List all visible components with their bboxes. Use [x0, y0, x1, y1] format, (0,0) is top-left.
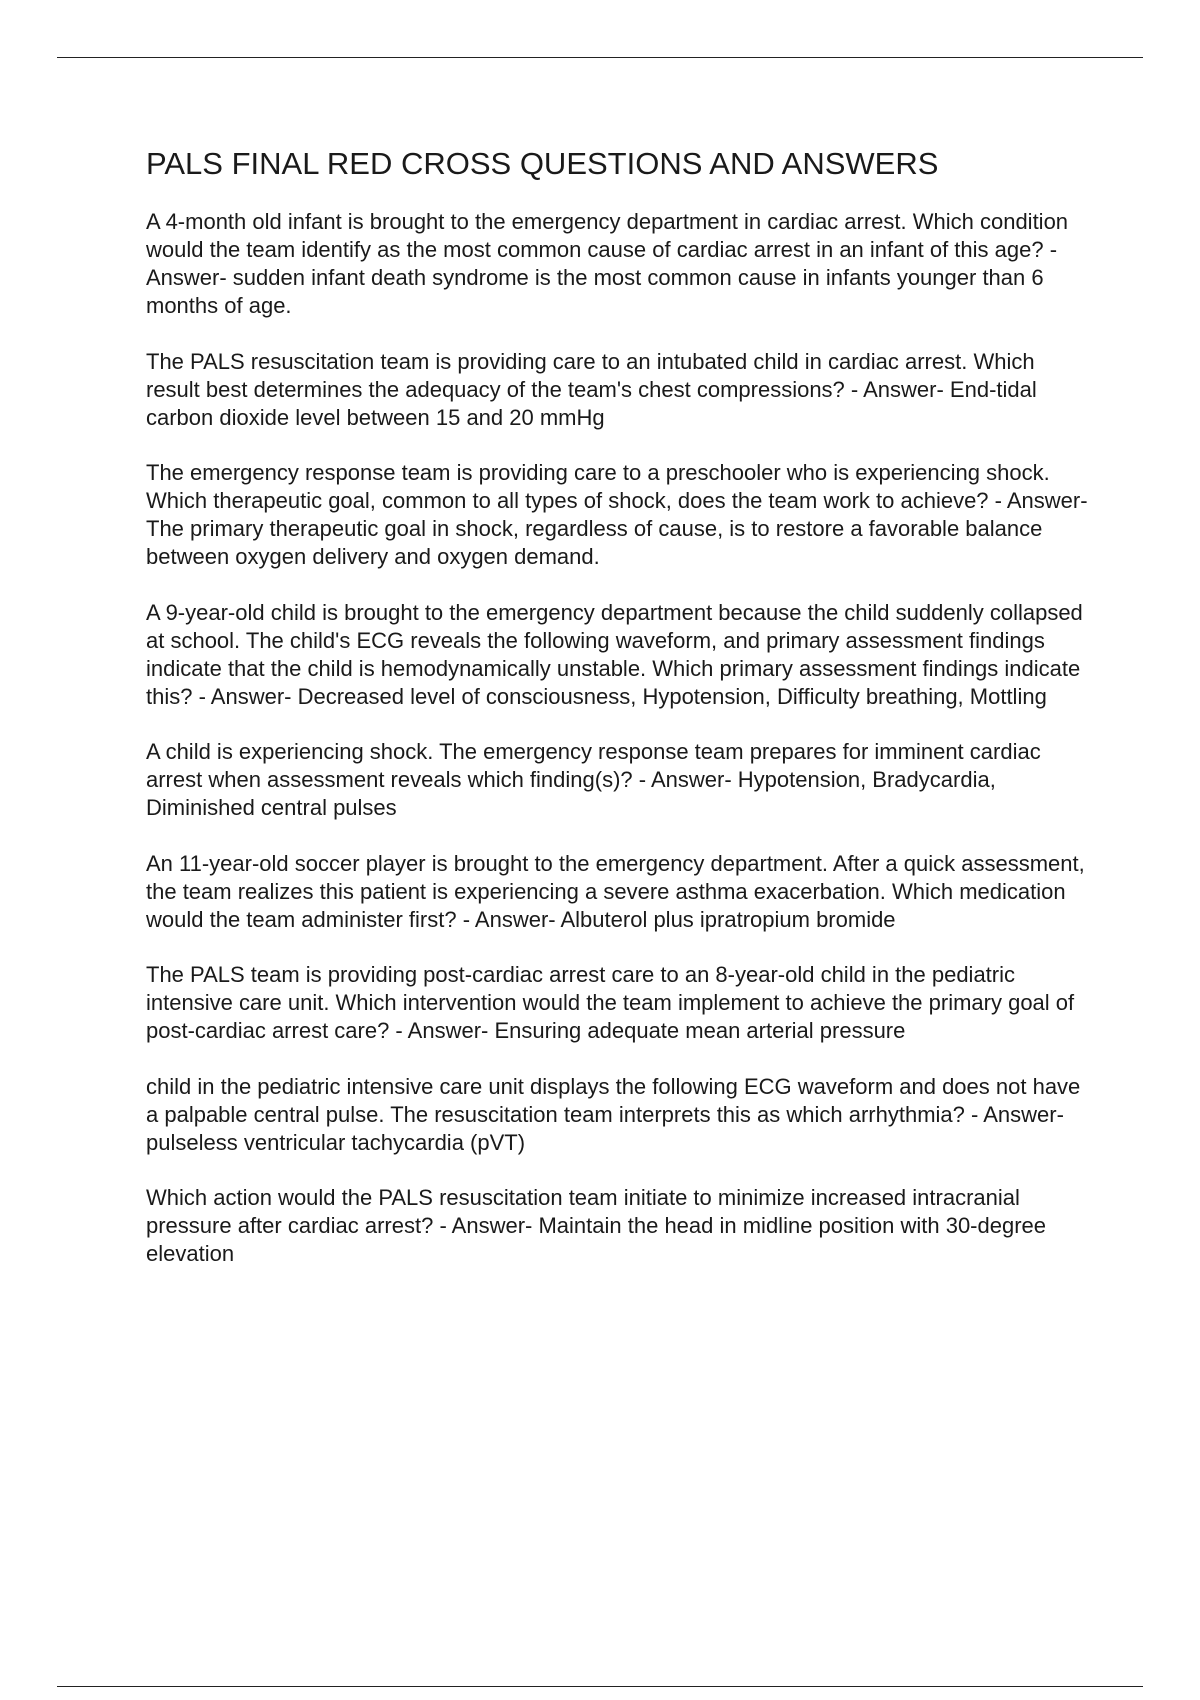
- qa-item: A 9-year-old child is brought to the emergency department because the child suddenly collapsed at school. The child's ECG reveals the following waveform, and primary assessment findings indicate that the child is hemodynamically unstable. Which primary assessment findings indicate this? - Answer- Decreased level of consciousness, Hypotension, Difficulty breathing, Mottling: [146, 599, 1083, 709]
- qa-item: The emergency response team is providing care to a preschooler who is experiencing shock. Which therapeutic goal, common to all types of shock, does the team work to achieve? - Answer- The primary therapeutic goal in shock, regardless of cause, is to restore a favorable balance between oxygen delivery and oxygen demand.: [146, 460, 1088, 569]
- qa-item: A child is experiencing shock. The emergency response team prepares for imminent cardiac arrest when assessment reveals which finding(s)? - Answer- Hypotension, Bradycardia, Diminished central pulses: [146, 739, 1041, 820]
- bottom-rule: [57, 1686, 1143, 1687]
- qa-item: The PALS resuscitation team is providing care to an intubated child in cardiac arrest. Which result best determines the adequacy of the team's chest compressions? - Answer- End-tidal carbon dioxide level between 15 and 20 mmHg: [146, 348, 1037, 430]
- qa-item: A 4-month old infant is brought to the emergency department in cardiac arrest. Which condition would the team identify as the most common cause of cardiac arrest in an infant of this age? - Answer- sudden infant death syndrome is the most common cause in infants younger than 6 months of age.: [146, 209, 1069, 318]
- qa-item: child in the pediatric intensive care unit displays the following ECG waveform and does not have a palpable central pulse. The resuscitation team interprets this as which arrhythmia? - Answer- pulseless ventricular tachycardia (pVT): [146, 1073, 1081, 1155]
- document-title: PALS FINAL RED CROSS QUESTIONS AND ANSWERS: [146, 146, 939, 181]
- qa-item: An 11-year-old soccer player is brought to the emergency department. After a quick assessment, the team realizes this patient is experiencing a severe asthma exacerbation. Which medication would the team administer first? - Answer- Albuterol plus ipratropium bromide: [146, 850, 1085, 932]
- qa-item: Which action would the PALS resuscitation team initiate to minimize increased intracranial pressure after cardiac arrest? - Answer- Maintain the head in midline position with 30-degree elevation: [146, 1185, 1047, 1266]
- qa-item: The PALS team is providing post-cardiac arrest care to an 8-year-old child in the pediatric intensive care unit. Which intervention would the team implement to achieve the primary goal of post-cardiac arrest care? - Answer- Ensuring adequate mean arterial pressure: [146, 962, 1075, 1043]
- document-body: [146, 144, 1091, 1296]
- top-rule: [57, 57, 1143, 58]
